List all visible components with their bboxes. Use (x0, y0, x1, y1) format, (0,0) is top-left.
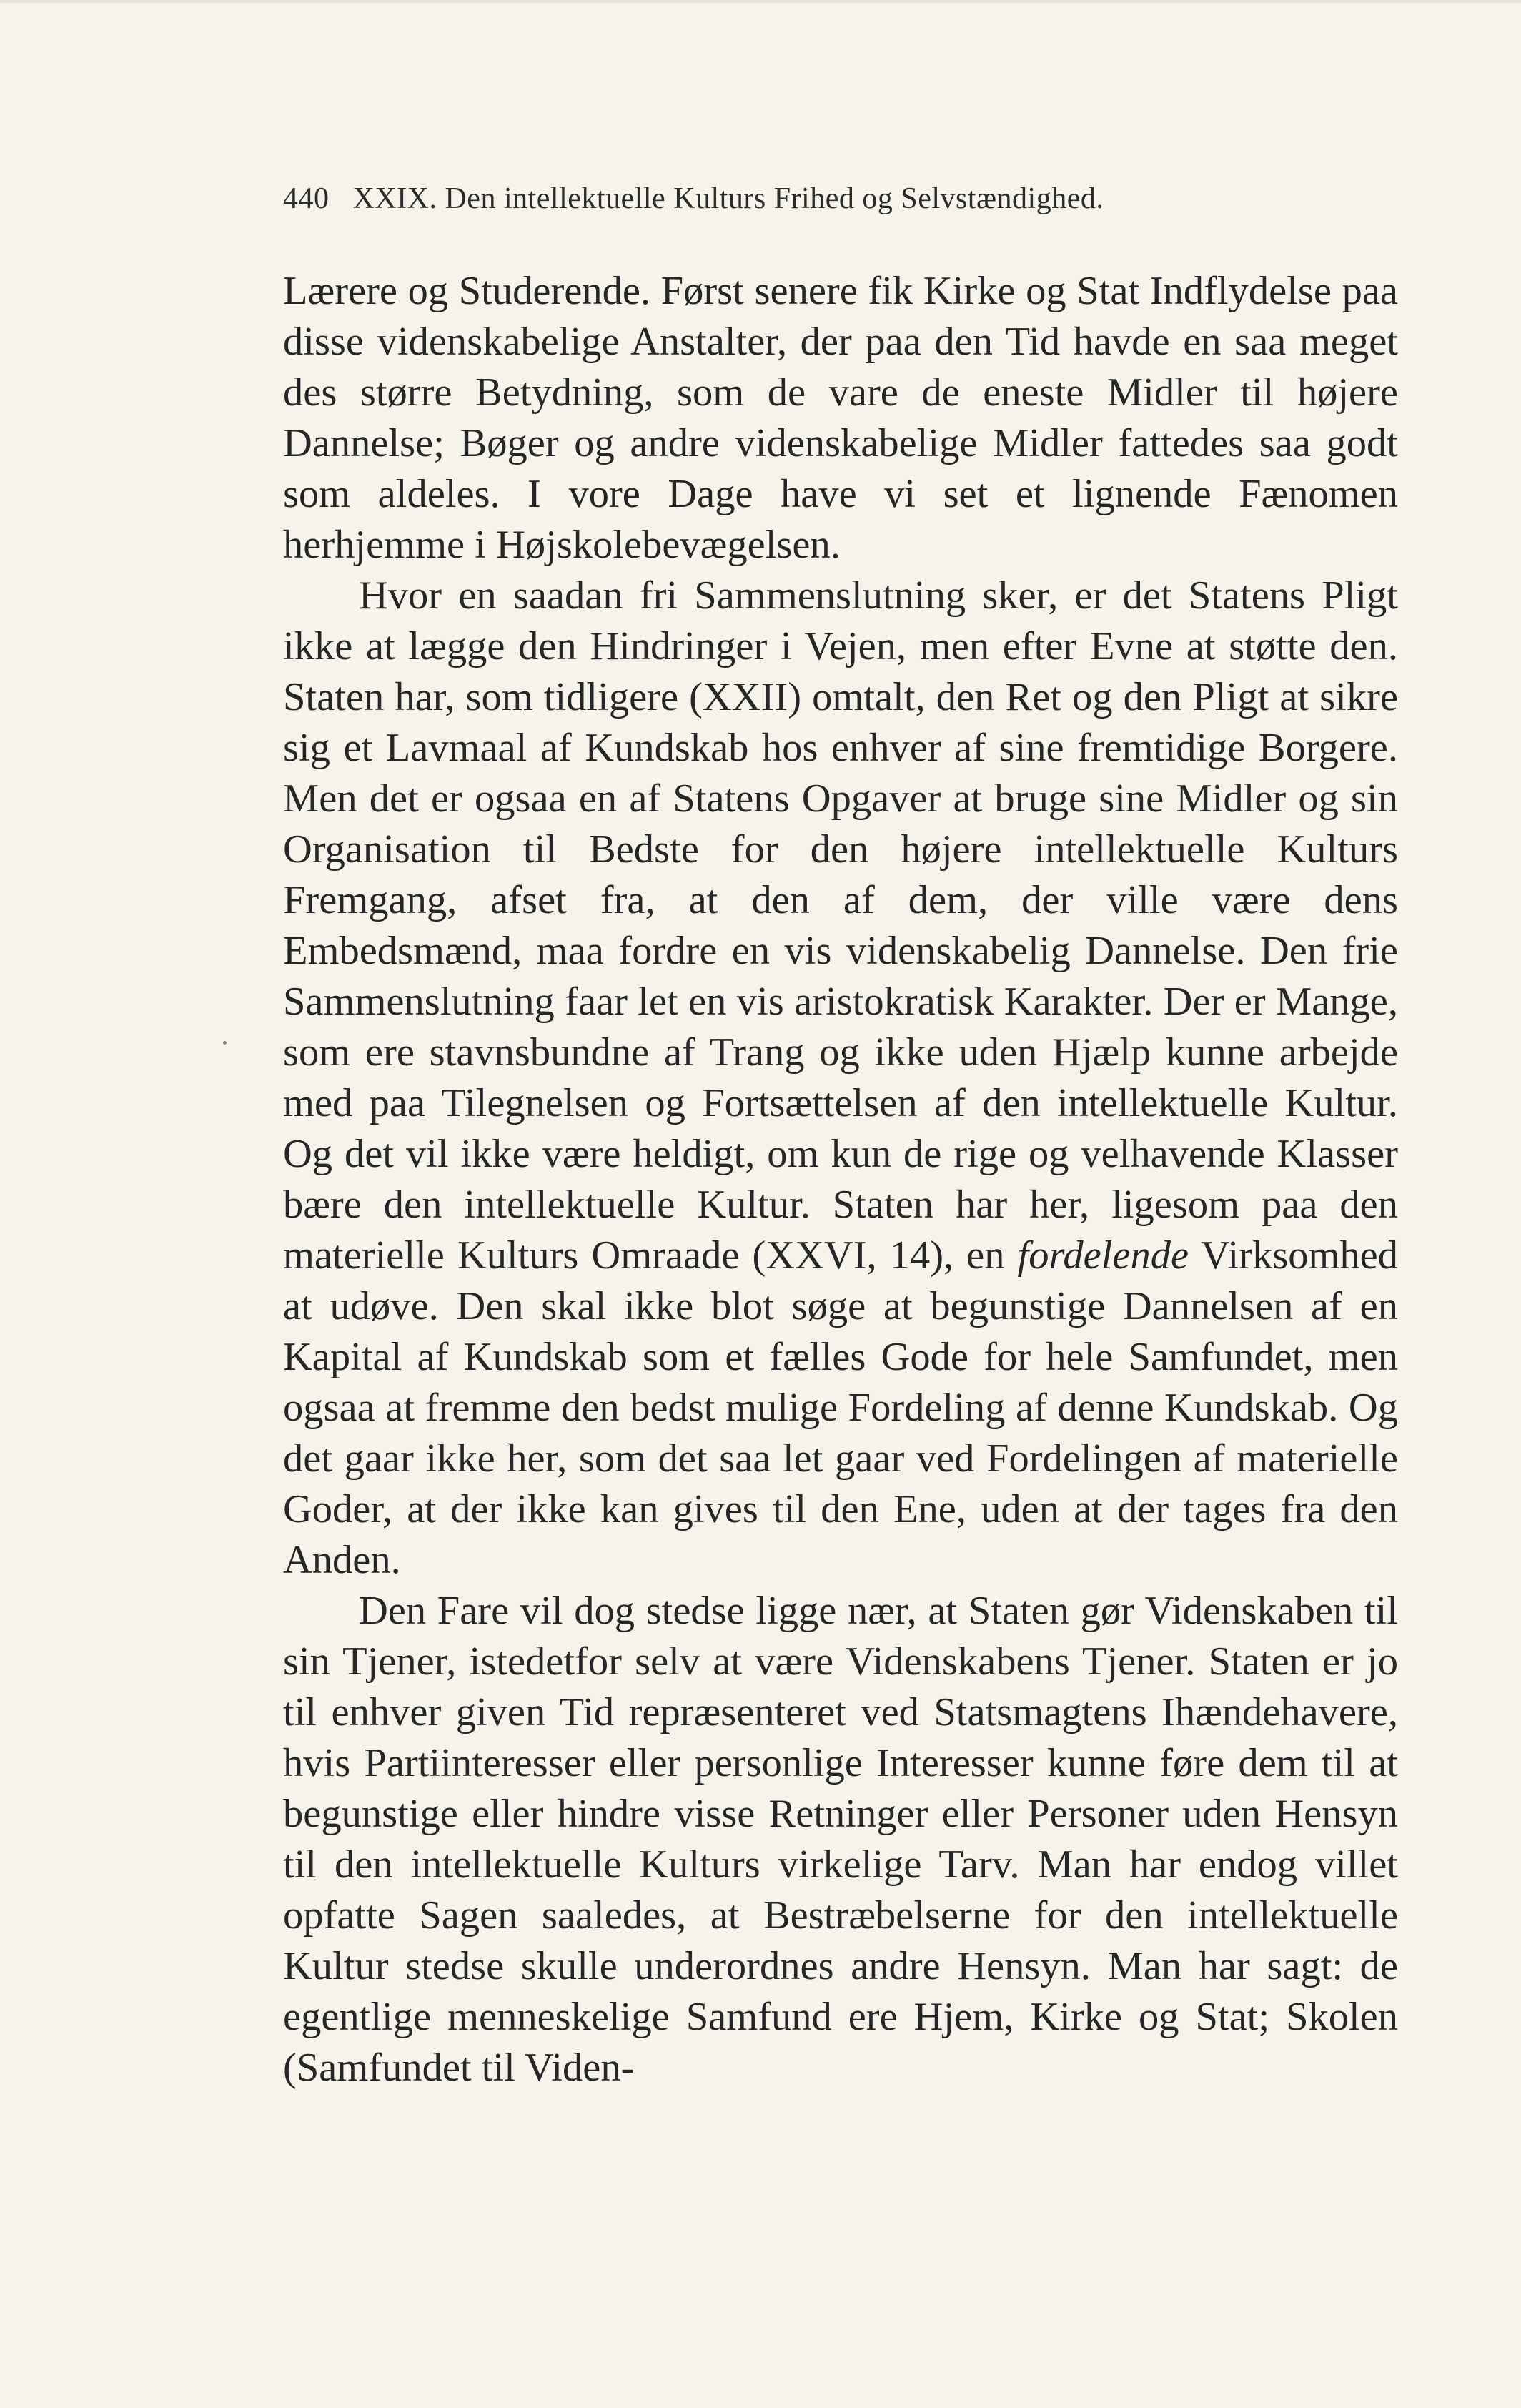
paragraph-1 (283, 266, 1398, 571)
paper-speck (223, 1041, 227, 1045)
emphasis-fordelende: fordelende (1017, 1233, 1189, 1278)
paragraph-1-text: Lærere og Studerende. Først senere fik Kirke og Stat Indflydelse paa disse videnskabelige Anstalter, der paa den Tid havde en saa meget des større Betydning, som de vare de eneste Midler til højere Dannelse; Bøger og andre videnskabelige Midler fattedes saa godt som aldeles. I vore Dage have vi set et lignende Fænomen herhjemme i Højskolebevægelsen. (283, 269, 1398, 567)
running-header (283, 182, 1398, 232)
paragraph-3-text: Den Fare vil dog stedse ligge nær, at Staten gør Videnskaben til sin Tjener, istedetfor selv at være Videnskabens Tjener. Staten er jo til enhver given Tid repræsenteret ved Statsmagtens Ihændehavere, hvis Partiinteresser eller personlige Interesser kunne føre dem til at begunstige eller hindre visse Retninger eller Personer uden Hensyn til den intellektuelle Kulturs virkelige Tarv. Man har endog villet opfatte Sagen saaledes, at Bestræbelserne for den intellektuelle Kultur stedse skulle underordnes andre Hensyn. Man har sagt: de egentlige menneskelige Samfund ere Hjem, Kirke og Stat; Skolen (Samfundet til Viden- (283, 1589, 1398, 2090)
page-number: 440 (283, 182, 330, 215)
running-title: XXIX. Den intellektuelle Kulturs Frihed og Selvstændighed. (352, 182, 1104, 215)
paragraph-2-text-a: Hvor en saadan fri Sammenslutning sker, er det Statens Pligt ikke at lægge den Hindringer i Vejen, men efter Evne at støtte den. Staten har, som tidligere (XXII) omtalt, den Ret og den Pligt at sikre sig et Lavmaal af Kundskab hos enhver af sine fremtidige Borgere. Men det er ogsaa en af Statens Opgaver at bruge sine Midler og sin Organisation til Bedste for den højere intellektuelle Kulturs Fremgang, afset fra, at den af dem, der ville være dens Embedsmænd, maa fordre en vis videnskabelig Dannelse. Den frie Sammenslutning faar let en vis aristokratisk Karakter. Der er Mange, som ere stavnsbundne af Trang og ikke uden Hjælp kunne arbejde med paa Tilegnelsen og Fortsættelsen af den intellektuelle Kultur. Og det vil ikke være heldigt, om kun de rige og velhavende Klasser bære den intellektuelle Kultur. Staten har her, ligesom paa den materielle Kulturs Omraade (XXVI, 14), en (283, 573, 1398, 1278)
paragraph-2 (283, 571, 1398, 1586)
paragraph-2-text-b: Virksomhed at udøve. Den skal ikke blot søge at begunstige Dannelsen af en Kapital af Kundskab som et fælles Gode for hele Samfundet, men ogsaa at fremme den bedst mulige Fordeling af denne Kundskab. Og det gaar ikke her, som det saa let gaar ved Fordelingen af materielle Goder, at der ikke kan gives til den Ene, uden at der tages fra den Anden. (283, 1233, 1398, 1582)
paragraph-3 (283, 1586, 1398, 2093)
body-text (283, 266, 1398, 2093)
